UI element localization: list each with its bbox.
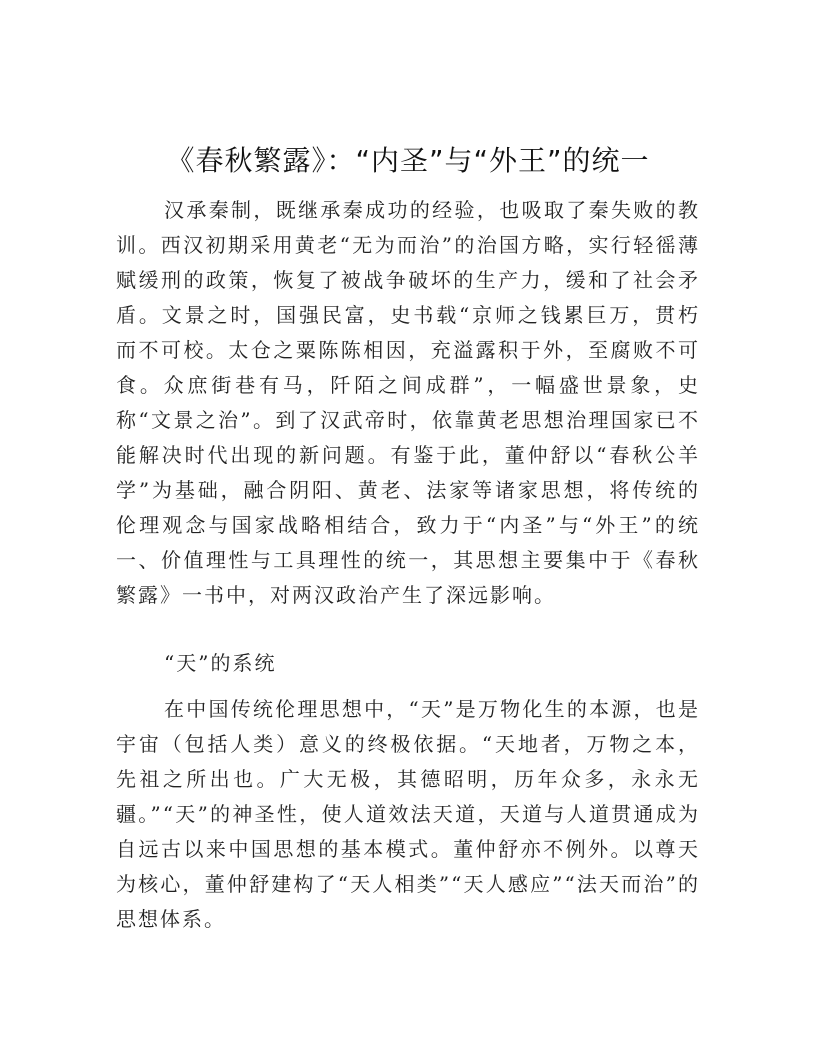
document-title: 《春秋繁露》：“内圣”与“外王”的统一 xyxy=(166,144,650,177)
paragraph-intro: 汉承秦制，既继承秦成功的经验，也吸取了秦失败的教训。西汉初期采用黄老“无为而治”的治国方略，实行轻徭薄赋缓刑的政策，恢复了被战争破坏的生产力，缓和了社会矛盾。文景之时，国强民富，史书载“京师之钱累巨万，贯朽而不可校。太仓之粟陈陈相因，充溢露积于外，至腐败不可食。众庶街巷有马，阡陌之间成群”，一幅盛世景象，史称“文景之治”。到了汉武帝时，依靠黄老思想治理国家已不能解决时代出现的新问题。有鉴于此，董仲舒以“春秋公羊学”为基础，融合阴阳、黄老、法家等诸家思想，将传统的伦理观念与国家战略相结合，致力于“内圣”与“外王”的统一、价值理性与工具理性的统一，其思想主要集中于《春秋繁露》一书中，对两汉政治产生了深远影响。 xyxy=(116,198,700,607)
paragraph-tian-system: 在中国传统伦理思想中，“天”是万物化生的本源，也是宇宙（包括人类）意义的终极依据。“天地者，万物之本，先祖之所出也。广大无极，其德昭明，历年众多，永永无疆。”“天”的神圣性，使人道效法天道，天道与人道贯通成为自远古以来中国思想的基本模式。董仲舒亦不例外。以尊天为核心，董仲舒建构了“天人相类”“天人感应”“法天而治”的思想体系。 xyxy=(116,697,700,931)
section-heading-tian-system: “天”的系统 xyxy=(164,651,277,675)
